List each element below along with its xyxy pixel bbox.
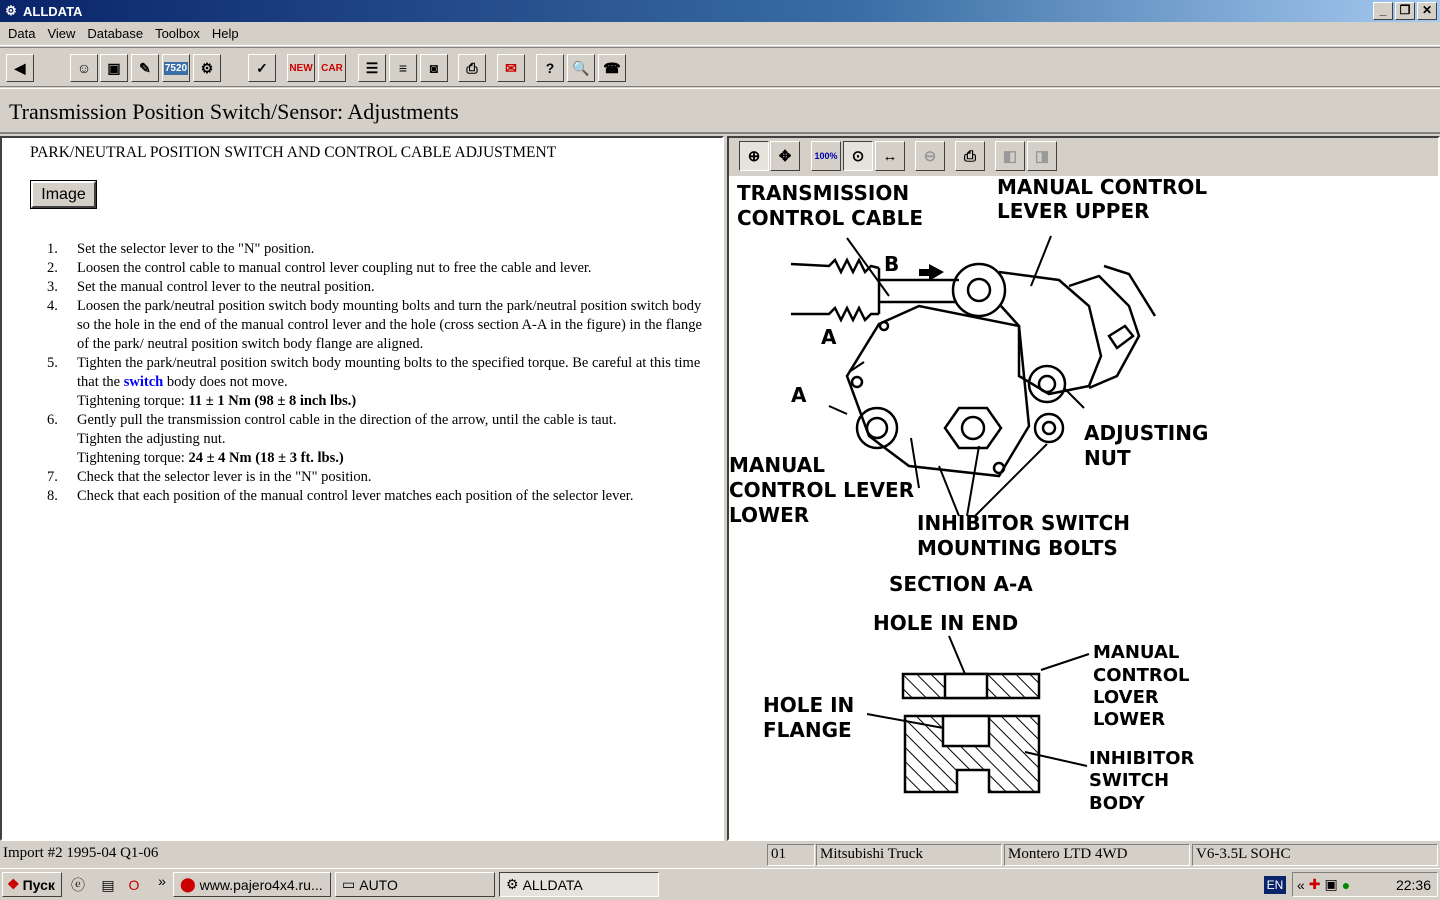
help-icon: ? (545, 60, 555, 76)
window-title: ALLDATA (23, 3, 83, 19)
task-label: ALLDATA (522, 876, 583, 893)
note-icon: ✉ (505, 59, 517, 76)
main-toolbar (0, 47, 1440, 87)
menu-toolbox[interactable]: Toolbox (155, 26, 200, 41)
list-item (47, 259, 717, 278)
status-import: Import #2 1995-04 Q1-06 (3, 845, 159, 861)
language-indicator[interactable]: EN (1264, 876, 1286, 894)
status-model: Montero LTD 4WD (1004, 844, 1190, 866)
folder-icon: ▭ (342, 876, 356, 892)
menu-bar (0, 22, 1440, 46)
gear-icon: ⚙ (200, 59, 214, 76)
close-button[interactable]: ✕ (1417, 2, 1437, 20)
step-number: 8. (47, 488, 58, 504)
new-car-icon: NEW (289, 62, 313, 74)
step-number: 7. (47, 469, 58, 485)
print-icon: ⎙ (466, 59, 478, 76)
print-image-icon: ⎙ (963, 147, 976, 165)
camera-icon: ◙ (429, 60, 439, 76)
step-number: 1. (47, 241, 58, 257)
zoom-in-icon: ⊕ (747, 148, 761, 165)
diagram-label: NUT (1084, 446, 1131, 470)
status-engine: V6-3.5L SOHC (1192, 844, 1438, 866)
zoom-in-button[interactable] (739, 141, 769, 171)
help-button[interactable] (536, 54, 564, 82)
list-item (47, 354, 717, 411)
new-car-button[interactable] (287, 54, 315, 82)
car-icon: CAR (321, 62, 343, 74)
opera-quicklaunch-icon[interactable]: O (128, 877, 140, 893)
step-text: Set the manual control lever to the neutral position. (77, 279, 375, 295)
article-pane[interactable] (0, 136, 724, 841)
list-item (47, 487, 717, 506)
status-code: 01 (767, 844, 815, 866)
toolbox-icon: ▣ (107, 59, 121, 76)
torque-label: Tightening torque: (77, 450, 185, 466)
step-number: 3. (47, 279, 58, 295)
diagram-label: LEVER UPPER (997, 199, 1150, 223)
calc-quicklaunch-icon[interactable]: ▤ (101, 877, 115, 893)
taskbar (0, 868, 1440, 900)
start-label: Пуск (22, 876, 55, 893)
title-bar (0, 0, 1440, 22)
alldata-icon: ⚙ (506, 876, 519, 892)
step-text (77, 411, 717, 468)
diagram-label: TRANSMISSION (737, 181, 910, 205)
adjustment-diagram (729, 176, 1438, 839)
quicklaunch-more[interactable]: » (158, 873, 166, 889)
camera-prev-icon: ◧ (1002, 148, 1018, 165)
step-number: 6. (47, 412, 58, 428)
status-bar (0, 842, 1440, 868)
step-text-a: Tighten the park/neutral position switch body mounting bolts to the specified torque. Be careful at this time that the (77, 355, 701, 390)
tech-button[interactable] (70, 54, 98, 82)
step-text-a: Gently pull the transmission control cable in the direction of the arrow, until the cable is taut. (77, 412, 617, 428)
task-auto-folder[interactable] (335, 872, 495, 897)
windows-logo-icon: ❖ (7, 876, 20, 892)
step-number: 5. (47, 355, 58, 371)
list-icon: ≡ (398, 60, 408, 76)
checklist-button[interactable] (248, 54, 276, 82)
tray-expand[interactable]: « (1297, 876, 1305, 893)
system-tray (1292, 872, 1438, 897)
fax-icon: ☎ (603, 59, 621, 76)
image-pane (727, 136, 1440, 841)
diagram-label: A (791, 383, 807, 407)
diagram-label: A (821, 325, 837, 349)
list-button[interactable] (389, 54, 417, 82)
torque-value: 11 ± 1 Nm (98 ± 8 inch lbs.) (188, 393, 357, 409)
list-item (47, 468, 717, 487)
list-item (47, 240, 717, 259)
diagram-label: INHIBITOR (1089, 748, 1195, 769)
camera-button[interactable] (420, 54, 448, 82)
info-icon[interactable]: ● (1341, 876, 1351, 893)
step-number: 4. (47, 298, 58, 314)
image-toolbar (729, 138, 1438, 176)
step-text-b: Tighten the adjusting nut. (77, 431, 226, 447)
step-text: Check that the selector lever is in the "N" position. (77, 469, 372, 485)
step-text: Loosen the control cable to manual control lever coupling nut to free the cable and lever. (77, 260, 592, 276)
camera-next-icon: ◨ (1034, 148, 1050, 165)
diagram-label: B (884, 252, 900, 276)
diagram-label: ADJUSTING (1084, 421, 1209, 445)
diagram-label: MOUNTING BOLTS (917, 536, 1118, 560)
print-image-button[interactable] (955, 141, 985, 171)
switch-link[interactable]: switch (123, 374, 164, 390)
diagram-label: LOWER (1093, 709, 1166, 730)
pan-icon: ✥ (778, 148, 792, 165)
text-view-button[interactable] (358, 54, 386, 82)
task-alldata[interactable] (499, 872, 659, 897)
diagram-label: MANUAL (729, 453, 825, 477)
step-number: 2. (47, 260, 58, 276)
network-icon[interactable]: ▣ (1324, 876, 1338, 892)
diagram-label: HOLE IN END (873, 611, 1019, 635)
ie-quicklaunch-icon[interactable]: ⓔ (71, 877, 85, 893)
note-button[interactable] (497, 54, 525, 82)
text-view-icon: ☰ (365, 59, 379, 76)
settings-button[interactable] (193, 54, 221, 82)
toolbox-button[interactable] (100, 54, 128, 82)
restore-button[interactable]: ❐ (1395, 2, 1415, 20)
zoom-out-icon: ⊖ (923, 148, 937, 165)
diagram-label: FLANGE (763, 718, 852, 742)
image-button[interactable]: Image (31, 181, 96, 208)
zoom-fit-button[interactable] (843, 141, 873, 171)
diagram-label: BODY (1089, 793, 1145, 814)
diagram-label: INHIBITOR SWITCH (917, 511, 1131, 535)
zoom-width-icon: ↔ (882, 147, 898, 165)
id-icon: 7520 (164, 62, 188, 74)
diagram-label: LOVER (1093, 687, 1159, 708)
antivirus-icon[interactable]: ✚ (1308, 876, 1321, 892)
step-text: Loosen the park/neutral position switch body mounting bolts and turn the park/neutral position switch body so the hole in the end of the manual control lever and the hole (cross section A-A in the figure) in the flange of the park/ neutral position switch body flange are aligned. (77, 298, 702, 352)
checklist-icon: ✓ (256, 59, 268, 76)
step-text: Set the selector lever to the "N" position. (77, 241, 315, 257)
diagram-label: CONTROL CABLE (737, 206, 923, 230)
camera-next-button[interactable] (1027, 141, 1057, 171)
list-item (47, 297, 717, 354)
diagram-label: SECTION A-A (889, 572, 1033, 596)
steps-list (47, 240, 717, 506)
search-az-icon: 🔍 (572, 59, 590, 76)
zoom-fit-icon: ⊙ (851, 148, 865, 165)
torque-value: 24 ± 4 Nm (18 ± 3 ft. lbs.) (188, 450, 344, 466)
pan-button[interactable] (770, 141, 800, 171)
fax-button[interactable] (598, 54, 626, 82)
diagram-label: MANUAL CONTROL (997, 176, 1208, 199)
diagram-label: MANUAL (1093, 642, 1180, 663)
zoom-out-button[interactable] (915, 141, 945, 171)
back-button[interactable] (6, 54, 34, 82)
alldata-app-icon: ⚙ (5, 3, 17, 18)
article-title: PARK/NEUTRAL POSITION SWITCH AND CONTROL CABLE ADJUSTMENT (30, 144, 557, 161)
task-label: AUTO (359, 876, 398, 893)
zoom-100-icon: 100% (814, 151, 838, 161)
task-opera[interactable] (173, 872, 331, 897)
page-title: Transmission Position Switch/Sensor: Adjustments (0, 88, 1440, 134)
diagram-label: LOWER (729, 503, 810, 527)
tech-icon: ☺ (76, 60, 92, 76)
arrow-icon (919, 264, 944, 281)
back-icon: ◀ (14, 59, 26, 76)
diagram-label: HOLE IN (763, 693, 855, 717)
car-button[interactable] (318, 54, 346, 82)
tools-icon: ✎ (139, 59, 151, 76)
camera-prev-button[interactable] (995, 141, 1025, 171)
step-text-b: body does not move. (166, 374, 288, 390)
list-item (47, 278, 717, 297)
step-text (77, 354, 717, 411)
menu-help[interactable]: Help (211, 26, 239, 41)
print-button[interactable] (458, 54, 486, 82)
section-drawing (903, 674, 1039, 792)
clock[interactable]: 22:36 (1395, 876, 1431, 893)
zoom-100-button[interactable] (811, 141, 841, 171)
search-az-button[interactable] (567, 54, 595, 82)
torque-label: Tightening torque: (77, 393, 185, 409)
tools-button[interactable] (131, 54, 159, 82)
menu-view[interactable]: View (47, 26, 76, 41)
menu-data[interactable]: Data (8, 26, 36, 41)
menu-database[interactable]: Database (87, 26, 144, 41)
diagram-label: CONTROL (1093, 665, 1190, 686)
task-label: www.pajero4x4.ru... (199, 876, 323, 893)
diagram-label: SWITCH (1089, 770, 1170, 791)
status-make: Mitsubishi Truck (816, 844, 1002, 866)
id-button[interactable] (162, 54, 190, 82)
zoom-width-button[interactable] (875, 141, 905, 171)
list-item (47, 411, 717, 468)
diagram-label: CONTROL LEVER (729, 478, 915, 502)
opera-icon: ⬤ (180, 876, 196, 892)
minimize-button[interactable]: _ (1373, 2, 1393, 20)
start-button[interactable] (2, 872, 62, 897)
step-text: Check that each position of the manual control lever matches each position of the selector lever. (77, 488, 634, 504)
